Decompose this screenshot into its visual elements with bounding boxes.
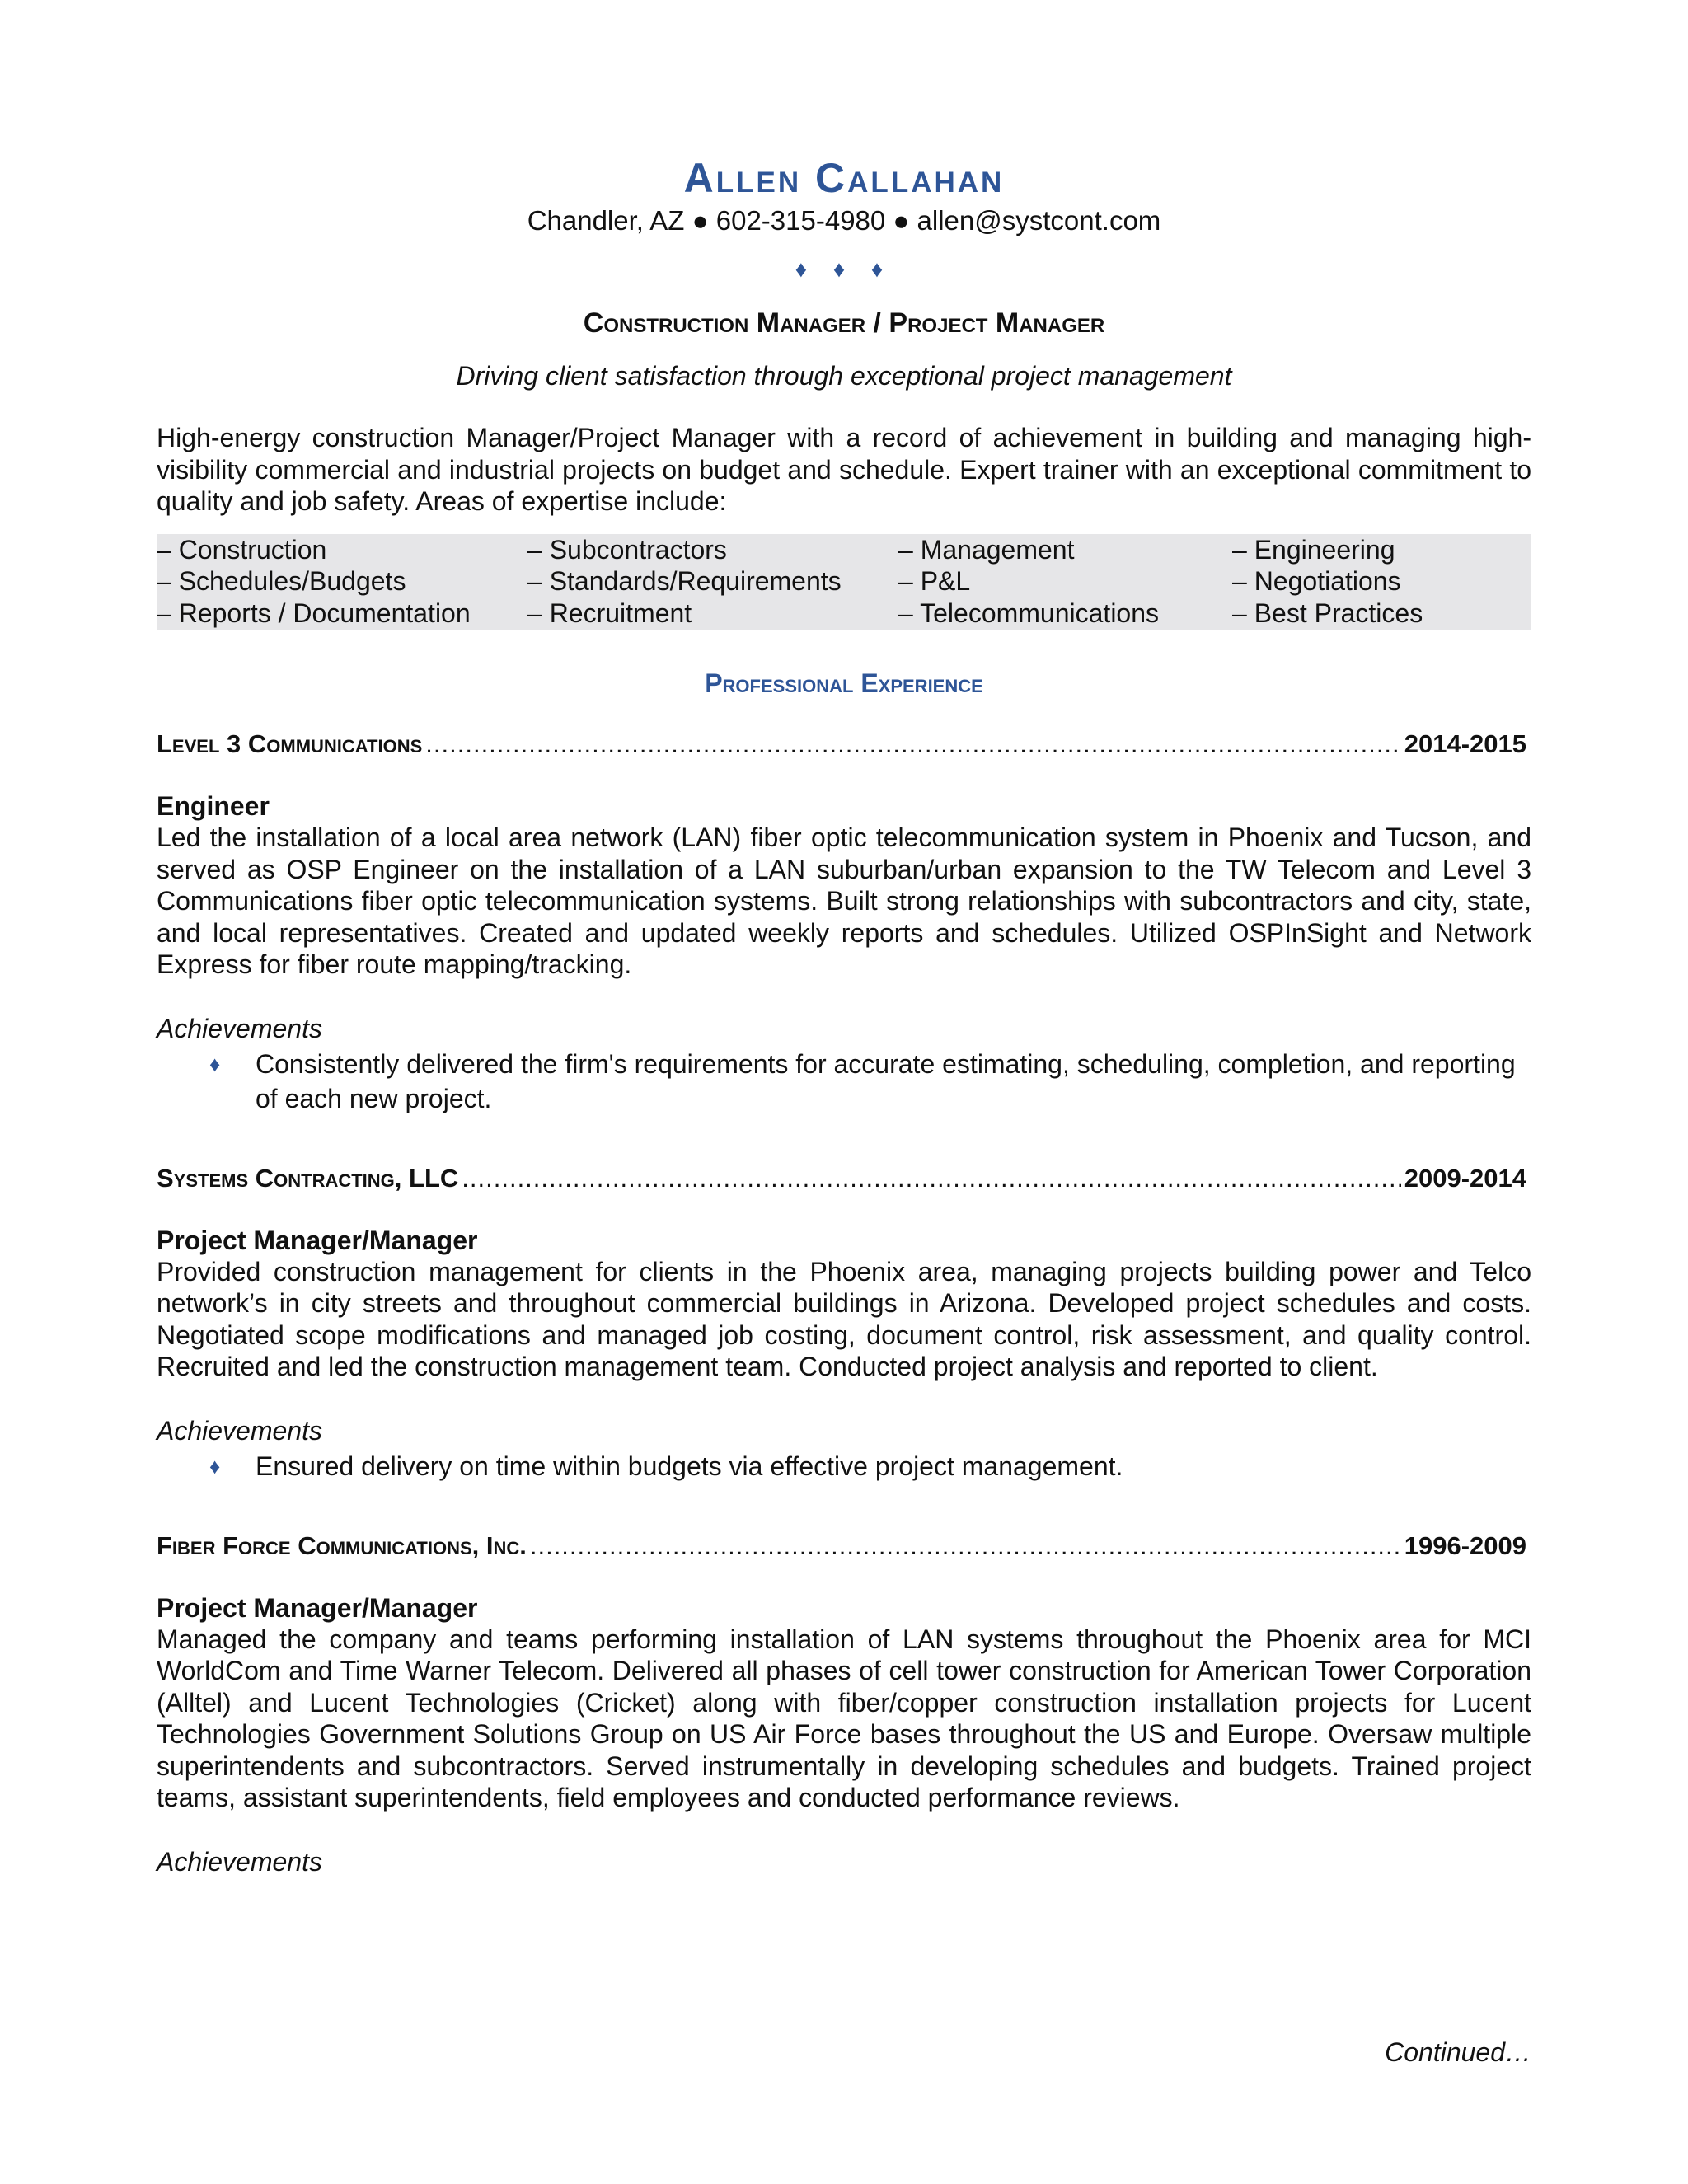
job-role: Engineer [157,791,270,821]
job-description: Managed the company and teams performing installation of LAN systems throughout the Phoenix area for MCI WorldCom and Time Warner Telecom. Delivered all phases of cell tower construction for American Tower Corporation (Alltel) and Lucent Technologies (Cricket) along with fiber/copper construction installation projects for Lucent Technologies Government Solutions Group on US Air Force bases throughout the US and Europe. Oversaw multiple superintendents and subcontractors. Served instrumentally in developing schedules and budgets. Trained project teams, assistant superintendents, field employees and conducted performance reviews. [157,1624,1531,1812]
skill-item: – P&L [898,566,971,596]
job-role: Project Manager/Manager [157,1225,478,1255]
skill-item: – Engineering [1232,534,1395,565]
job-header [157,728,1531,761]
achievement-text: Consistently delivered the firm's requirements for accurate estimating, scheduling, completion, and reporting of each new project. [256,1048,1516,1113]
candidate-name: Allen Callahan [683,155,1005,201]
job-dates: 1996-2009 [1404,1530,1526,1560]
dot-leader [462,1162,1400,1195]
achievement-text: Ensured delivery on time within budgets via effective project management. [256,1451,1123,1481]
skill-item: – Reports / Documentation [157,598,471,628]
achievement-item [157,1449,1531,1483]
professional-title: Construction Manager / Project Manager [583,307,1105,339]
job-entry [157,1162,1531,1483]
diamond-bullet-icon: ♦ [209,1051,221,1076]
skill-item: – Best Practices [1232,598,1423,628]
job-dates: 2014-2015 [1404,729,1526,758]
achievements-label: Achievements [157,1415,322,1446]
achievements-list [157,1449,1531,1483]
achievements-list [157,1047,1531,1116]
job-description: Provided construction management for clients in the Phoenix area, managing projects building power and Telco network’s in city streets and throughout commercial buildings in Arizona. Developed project schedules and costs. Negotiated scope modifications and managed job costing, document control, risk assessment, and quality control. Recruited and led the construction management team. Conducted project analysis and reported to client. [157,1256,1531,1381]
achievements-label: Achievements [157,1013,322,1043]
company-name: Systems Contracting, LLC [157,1163,459,1193]
skill-item: – Recruitment [528,598,692,628]
job-header [157,1162,1531,1195]
skill-item: – Negotiations [1232,566,1401,596]
skill-item: – Standards/Requirements [528,566,842,596]
achievement-item [157,1047,1531,1116]
skill-item: – Management [898,534,1075,565]
company-name: Level 3 Communications [157,729,423,758]
job-entry [157,1530,1531,1878]
company-name: Fiber Force Communications, Inc. [157,1530,527,1560]
skill-item: – Telecommunications [898,598,1160,628]
skill-item: – Schedules/Budgets [157,566,406,596]
summary-paragraph: High-energy construction Manager/Project Manager with a record of achievement in building and managing high-visibility commercial and industrial projects on budget and schedule. Expert trainer with an exceptional commitment to quality and job safety. Areas of expertise include: [157,423,1531,516]
continued-note: Continued… [1385,2037,1531,2067]
job-header [157,1530,1531,1563]
dot-leader [530,1530,1401,1563]
resume-header [157,0,1531,392]
tagline: Driving client satisfaction through exceptional project management [456,361,1232,391]
job-description: Led the installation of a local area network (LAN) fiber optic telecommunication system in Phoenix and Tucson, and served as OSP Engineer on the installation of a LAN suburban/urban expansion to the TW Telecom and Level 3 Communications fiber optic telecommunication systems. Built strong relationships with subcontractors and city, state, and local representatives. Created and updated weekly reports and schedules. Utilized OSPInSight and Network Express for fiber route mapping/tracking. [157,823,1531,979]
skills-grid [157,534,1531,631]
section-heading-experience: Professional Experience [705,668,983,698]
skill-item: – Subcontractors [528,534,727,565]
job-dates: 2009-2014 [1404,1163,1526,1193]
job-entry [157,728,1531,1116]
job-role: Project Manager/Manager [157,1592,478,1623]
dot-leader [425,728,1400,761]
diamond-bullet-icon: ♦ [209,1453,221,1479]
skill-item: – Construction [157,534,327,565]
contact-line: Chandler, AZ ● 602-315-4980 ● allen@systcont.com [527,205,1161,236]
divider-diamonds: ♦ ♦ ♦ [795,256,893,282]
achievements-label: Achievements [157,1846,322,1877]
